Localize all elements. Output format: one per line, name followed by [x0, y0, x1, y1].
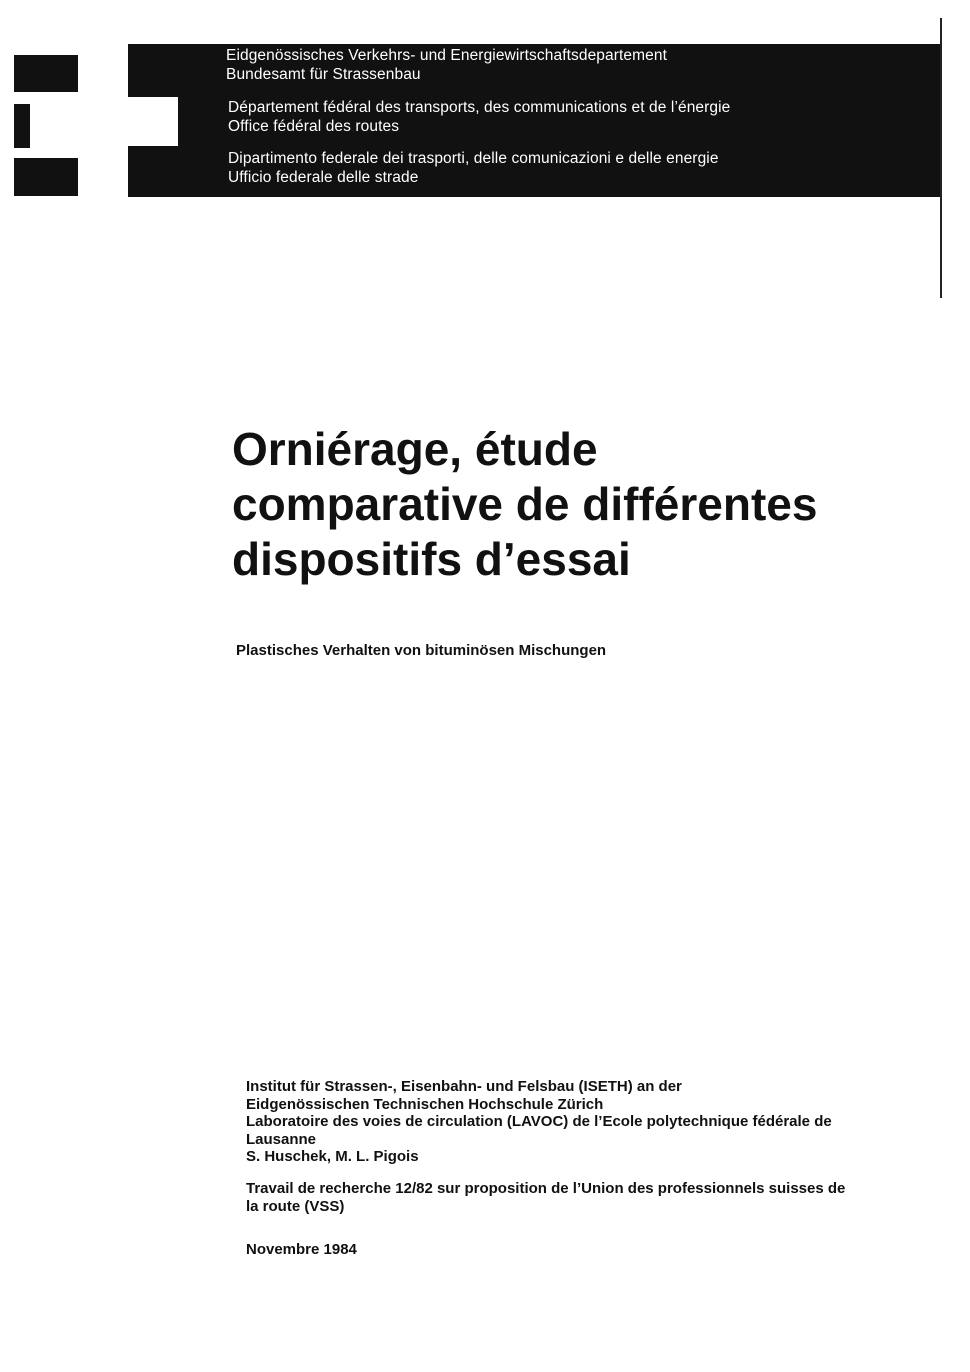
- document-subtitle: Plastisches Verhalten von bituminösen Mischungen: [236, 642, 607, 659]
- institute-lavoc-line-2: Lausanne: [246, 1130, 317, 1148]
- header-de-department: Eidgenössisches Verkehrs- und Energiewirtschaftsdepartement: [226, 47, 667, 64]
- title-line-3: dispositifs d’essai: [232, 533, 631, 585]
- header-fr-department: Département fédéral des transports, des communications et de l’énergie: [228, 99, 731, 116]
- header-it-office: Ufficio federale delle strade: [228, 169, 419, 186]
- emblem-top-block: [14, 55, 78, 92]
- research-block: [246, 1180, 936, 1215]
- header-fr-office: Office fédéral des routes: [228, 118, 400, 135]
- scan-edge-line: [940, 18, 942, 298]
- research-line-2: la route (VSS): [246, 1197, 345, 1215]
- header-it-department: Dipartimento federale dei trasporti, delle comunicazioni e delle energie: [228, 150, 719, 167]
- institute-iseth-line-2: Eidgenössischen Technischen Hochschule Zürich: [246, 1095, 604, 1113]
- header-bar-italian: [128, 146, 940, 197]
- research-line-1: Travail de recherche 12/82 sur proposition de l’Union des professionnels suisses de: [246, 1180, 846, 1197]
- header-bar-french: [178, 95, 940, 146]
- authors: S. Huschek, M. L. Pigois: [246, 1148, 419, 1165]
- emblem-middle-block: [14, 104, 30, 148]
- institutes-block: [246, 1078, 936, 1166]
- institute-lavoc-line-1: Laboratoire des voies de circulation (LAVOC) de l’Ecole polytechnique fédérale de: [246, 1113, 832, 1130]
- title-line-1: Orniérage, étude: [232, 423, 598, 475]
- header-bar-german: [128, 44, 940, 97]
- emblem-bottom-block: [14, 158, 78, 196]
- title-line-2: comparative de différentes: [232, 478, 818, 530]
- publication-date: Novembre 1984: [246, 1241, 357, 1258]
- header-de-office: Bundesamt für Strassenbau: [226, 66, 421, 83]
- document-title: [232, 422, 932, 587]
- institute-iseth-line-1: Institut für Strassen-, Eisenbahn- und Felsbau (ISETH) an der: [246, 1078, 682, 1095]
